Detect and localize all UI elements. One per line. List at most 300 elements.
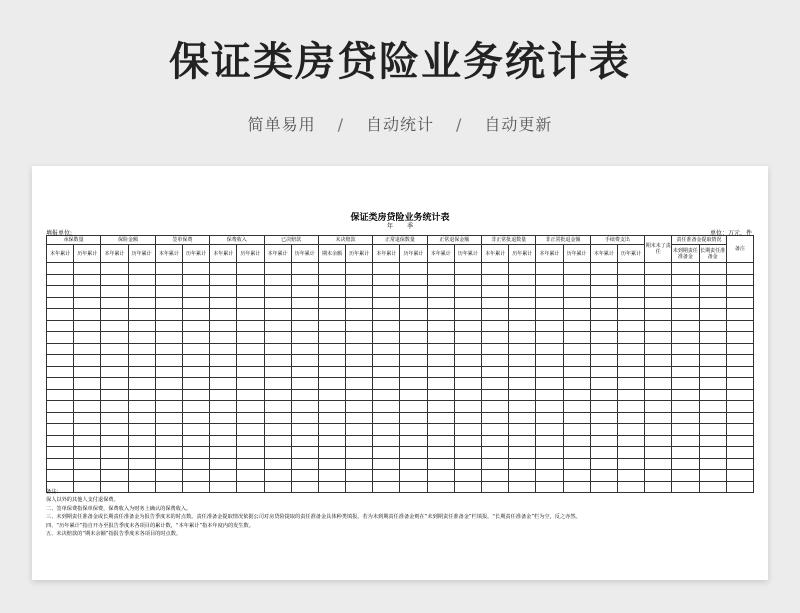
table-cell [74,435,101,447]
table-cell [454,297,481,309]
table-cell [427,401,454,413]
table-cell [699,447,726,459]
table-cell [101,297,128,309]
table-cell [318,263,345,275]
table-cell [590,447,617,459]
table-cell [699,297,726,309]
table-cell [74,401,101,413]
table-cell [482,470,509,482]
table-cell [74,332,101,344]
table-cell [509,470,536,482]
table-cell [563,389,590,401]
note-line: 五、未决赔款的“期末余额”指报告季度末各项目的时点数。 [46,531,182,538]
table-cell [590,343,617,355]
column-sub-header: 历年累计 [563,245,590,263]
table-cell [699,401,726,413]
table-cell [47,286,74,298]
statistics-table [46,235,754,493]
table-cell [726,435,753,447]
table-cell [74,389,101,401]
table-cell [699,320,726,332]
table-cell [645,481,672,493]
table-cell [454,263,481,275]
column-group-header: 正常退保数量 [373,236,427,245]
table-cell [482,447,509,459]
table-cell [400,297,427,309]
table-cell [346,435,373,447]
table-cell [346,424,373,436]
table-cell [509,332,536,344]
table-cell [699,470,726,482]
table-cell [617,412,644,424]
column-sub-header: 未到期责任准备金 [672,245,699,263]
table-cell [101,401,128,413]
table-cell [617,378,644,390]
table-cell [482,412,509,424]
table-cell [182,470,209,482]
table-cell [318,412,345,424]
table-cell [645,355,672,367]
table-cell [291,458,318,470]
table-cell [155,447,182,459]
column-group-header: 签单保费 [155,236,209,245]
column-sub-header: 本年累计 [373,245,400,263]
table-cell [155,297,182,309]
table-cell [726,481,753,493]
table-cell [373,366,400,378]
table-cell [590,309,617,321]
table-cell [47,274,74,286]
table-cell [454,355,481,367]
table-cell [74,366,101,378]
table-cell [482,424,509,436]
table-cell [509,458,536,470]
table-cell [427,263,454,275]
table-cell [590,320,617,332]
table-cell [101,435,128,447]
table-cell [672,343,699,355]
table-cell [590,378,617,390]
table-cell [699,424,726,436]
table-cell [509,309,536,321]
table-cell [482,366,509,378]
hero-title: 保证类房贷险业务统计表 [169,39,631,85]
table-cell [672,320,699,332]
table-cell [590,274,617,286]
table-cell [726,470,753,482]
table-cell [210,309,237,321]
table-cell [346,378,373,390]
table-cell [237,424,264,436]
table-row [47,435,754,447]
table-cell [427,286,454,298]
table-cell [672,458,699,470]
table-cell [726,286,753,298]
table-cell [536,378,563,390]
table-cell [699,343,726,355]
table-cell [400,263,427,275]
table-cell [672,389,699,401]
table-cell [101,274,128,286]
table-cell [47,447,74,459]
table-cell [210,435,237,447]
table-cell [237,309,264,321]
note-line: 三、未到期责任准备金或长期责任准备金为报告季度末的时点数。责任准备金提取情况依据公司对房贷险提取的责任准备金具体种类填报，若为未到期责任准备金则在“未到期责任准备金”栏填报，“长期责任准备金”栏为空，反之亦然。 [46,514,581,521]
table-cell [210,458,237,470]
table-cell [699,263,726,275]
table-cell [373,297,400,309]
table-cell [617,332,644,344]
table-cell [47,297,74,309]
table-cell [509,297,536,309]
table-row [47,458,754,470]
table-cell [74,378,101,390]
table-cell [645,332,672,344]
table-cell [617,481,644,493]
table-row [47,366,754,378]
table-cell [264,401,291,413]
table-cell [237,320,264,332]
table-cell [454,447,481,459]
table-cell [128,286,155,298]
table-cell [563,378,590,390]
table-row [47,297,754,309]
document-period [32,221,768,230]
table-cell [182,378,209,390]
table-cell [482,389,509,401]
table-cell [617,458,644,470]
table-cell [318,389,345,401]
table-cell [74,355,101,367]
column-sub-header: 历年累计 [128,245,155,263]
table-cell [155,320,182,332]
table-cell [672,355,699,367]
table-cell [373,424,400,436]
hero-separator: / [456,115,463,134]
table-cell [264,470,291,482]
table-cell [373,274,400,286]
table-cell [155,389,182,401]
table-cell [672,366,699,378]
table-cell [346,274,373,286]
table-cell [210,366,237,378]
column-group-header: 承保数量 [47,236,101,245]
column-sub-header: 历年累计 [237,245,264,263]
table-cell [699,389,726,401]
table-cell [101,470,128,482]
table-cell [182,458,209,470]
reserve-header: 责任准备金提取情况 [672,236,726,245]
table-cell [373,286,400,298]
table-cell [373,412,400,424]
table-cell [237,401,264,413]
table-cell [454,274,481,286]
table-cell [346,447,373,459]
table-cell [699,274,726,286]
table-cell [373,343,400,355]
table-cell [536,458,563,470]
table-row [47,378,754,390]
table-cell [291,309,318,321]
remark-header: 备注 [726,236,753,263]
table-cell [726,366,753,378]
table-cell [617,355,644,367]
table-cell [74,320,101,332]
table-cell [563,424,590,436]
table-cell [373,332,400,344]
table-cell [509,401,536,413]
table-cell [699,458,726,470]
table-cell [726,343,753,355]
table-cell [645,378,672,390]
table-cell [74,412,101,424]
table-cell [291,447,318,459]
header-row [47,236,754,245]
table-cell [182,355,209,367]
hero-tag: 自动更新 [484,115,553,134]
table-cell [536,435,563,447]
table-row [47,447,754,459]
table-cell [509,286,536,298]
column-sub-header: 本年累计 [264,245,291,263]
table-cell [128,378,155,390]
table-cell [182,332,209,344]
table-cell [47,470,74,482]
table-cell [699,355,726,367]
table-cell [74,309,101,321]
column-sub-header: 历年累计 [182,245,209,263]
table-cell [400,355,427,367]
table-cell [563,343,590,355]
table-cell [563,355,590,367]
table-cell [590,286,617,298]
table-cell [318,343,345,355]
table-cell [237,435,264,447]
table-cell [318,320,345,332]
table-cell [672,378,699,390]
table-cell [427,309,454,321]
table-cell [400,470,427,482]
table-cell [672,297,699,309]
table-cell [645,343,672,355]
table-cell [645,297,672,309]
table-cell [536,470,563,482]
table-cell [672,481,699,493]
table-cell [590,424,617,436]
table-cell [672,332,699,344]
table-cell [617,366,644,378]
table-cell [509,389,536,401]
table-cell [509,447,536,459]
table-cell [454,332,481,344]
table-cell [427,424,454,436]
table-cell [346,343,373,355]
table-cell [74,458,101,470]
table-cell [509,355,536,367]
table-cell [346,458,373,470]
table-cell [101,286,128,298]
table-cell [47,366,74,378]
table-cell [318,435,345,447]
table-cell [291,401,318,413]
table-cell [74,447,101,459]
table-cell [509,263,536,275]
table-cell [400,274,427,286]
table-cell [155,309,182,321]
table-cell [672,401,699,413]
table-cell [237,458,264,470]
table-cell [128,320,155,332]
table-cell [291,332,318,344]
table-cell [47,424,74,436]
table-cell [101,263,128,275]
period-quarter: 季 [406,223,413,230]
table-cell [563,274,590,286]
table-cell [291,389,318,401]
table-cell [264,435,291,447]
table-cell [210,274,237,286]
table-cell [155,458,182,470]
table-cell [210,320,237,332]
table-cell [210,389,237,401]
table-cell [699,309,726,321]
table-cell [590,332,617,344]
table-cell [182,274,209,286]
table-cell [482,263,509,275]
table-cell [672,424,699,436]
table-cell [264,332,291,344]
column-sub-header: 期末余额 [318,245,345,263]
table-cell [482,343,509,355]
table-cell [617,470,644,482]
column-group-header: 未决赔款 [318,236,372,245]
table-cell [454,389,481,401]
table-cell [563,366,590,378]
table-cell [101,389,128,401]
table-cell [509,343,536,355]
table-cell [318,274,345,286]
table-cell [536,401,563,413]
table-cell [400,401,427,413]
table-row [47,343,754,355]
table-cell [645,320,672,332]
table-cell [155,412,182,424]
table-cell [482,355,509,367]
table-cell [590,389,617,401]
table-cell [563,412,590,424]
table-cell [182,389,209,401]
table-cell [617,389,644,401]
table-cell [318,458,345,470]
table-cell [482,458,509,470]
table-cell [726,309,753,321]
table-cell [128,424,155,436]
table-cell [210,378,237,390]
table-cell [645,458,672,470]
table-cell [155,435,182,447]
table-cell [427,447,454,459]
table-cell [400,447,427,459]
table-cell [128,297,155,309]
table-cell [47,332,74,344]
table-cell [400,424,427,436]
table-cell [509,366,536,378]
table-cell [318,366,345,378]
note-line: 备注: [46,489,59,495]
table-cell [699,378,726,390]
table-cell [346,263,373,275]
table-cell [726,424,753,436]
column-sub-header: 本年累计 [101,245,128,263]
table-cell [482,297,509,309]
table-row [47,389,754,401]
table-cell [617,435,644,447]
column-sub-header: 历年累计 [509,245,536,263]
table-cell [318,470,345,482]
column-sub-header: 本年累计 [155,245,182,263]
table-cell [318,424,345,436]
table-cell [264,389,291,401]
table-cell [155,424,182,436]
table-row [47,424,754,436]
table-cell [101,447,128,459]
table-cell [128,470,155,482]
table-cell [617,447,644,459]
table-cell [182,435,209,447]
table-cell [237,470,264,482]
table-cell [590,263,617,275]
table-cell [590,412,617,424]
table-cell [672,286,699,298]
table-cell [427,470,454,482]
table-cell [291,274,318,286]
table-cell [563,286,590,298]
table-cell [672,470,699,482]
note-line: 保人以外的其他人支付退保费。 [46,497,119,504]
table-cell [182,424,209,436]
table-cell [210,263,237,275]
table-cell [47,412,74,424]
table-cell [645,401,672,413]
table-cell [291,470,318,482]
table-cell [427,366,454,378]
table-cell [726,458,753,470]
table-cell [264,309,291,321]
table-cell [155,355,182,367]
table-cell [482,435,509,447]
table-cell [155,366,182,378]
table-cell [509,274,536,286]
table-row [47,320,754,332]
table-body [47,236,754,493]
table-cell [726,447,753,459]
table-cell [454,309,481,321]
table-cell [264,286,291,298]
table-cell [373,355,400,367]
table-cell [128,343,155,355]
table-cell [210,424,237,436]
table-cell [427,297,454,309]
table-cell [454,343,481,355]
table-cell [155,343,182,355]
table-cell [726,389,753,401]
table-cell [482,332,509,344]
table-cell [210,470,237,482]
table-cell [47,458,74,470]
table-cell [672,263,699,275]
table-cell [155,401,182,413]
table-cell [182,366,209,378]
